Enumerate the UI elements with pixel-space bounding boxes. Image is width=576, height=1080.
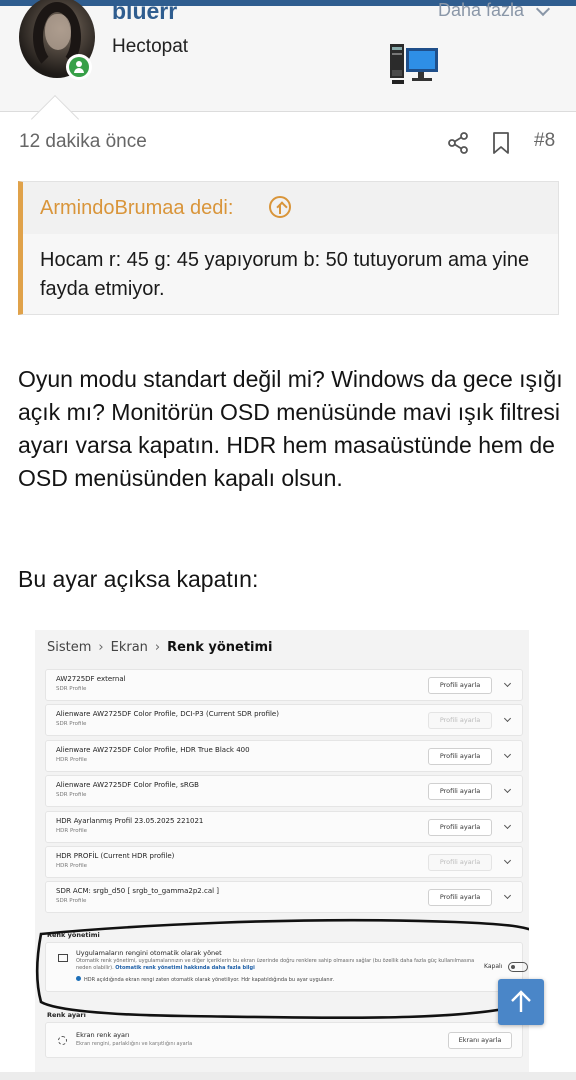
set-profile-button: Profili ayarla (428, 854, 492, 871)
profile-row (45, 881, 523, 913)
profile-title: Alienware AW2725DF Color Profile, HDR True Black 400 (56, 746, 250, 754)
profile-type: SDR Profile (56, 721, 87, 727)
post-body-2: Bu ayar açıksa kapatın: (18, 566, 259, 592)
profile-title: HDR PROFİL (Current HDR profile) (56, 852, 175, 860)
set-profile-button: Profili ayarla (428, 748, 492, 765)
profile-row (45, 775, 523, 807)
username-link[interactable]: bluerr (112, 0, 178, 24)
user-block (0, 0, 576, 112)
post-number-link[interactable]: #8 (534, 130, 556, 151)
page-bottom (0, 1072, 576, 1080)
quote-header (23, 182, 558, 234)
profile-title: SDR ACM: srgb_d50 [ srgb_to_gamma2p2.cal ] (56, 887, 220, 895)
set-profile-button: Profili ayarla (428, 819, 492, 836)
chevron-down-icon (504, 857, 511, 864)
display-calibration-sub: Ekran rengini, parlaklığını ve karşıtlığını ayarla (76, 1041, 193, 1047)
chevron-down-icon (504, 892, 511, 899)
set-profile-button: Profili ayarla (428, 783, 492, 800)
arrow-up-icon (507, 988, 535, 1016)
breadcrumb-item: Ekran (110, 640, 148, 655)
user-title: Hectopat (112, 36, 189, 57)
chevron-down-icon (504, 786, 511, 793)
chevron-down-icon (504, 680, 511, 687)
color-adjust-heading: Renk ayarı (47, 1011, 86, 1019)
profile-row (45, 669, 523, 701)
breadcrumb-current: Renk yönetimi (167, 640, 273, 655)
profile-title: HDR Ayarlanmış Profil 23.05.2025 221021 (56, 817, 204, 825)
profile-type: HDR Profile (56, 863, 88, 869)
more-button[interactable]: Daha fazla (438, 0, 525, 20)
arrow-up-circle-icon[interactable] (269, 196, 291, 218)
profile-title: Alienware AW2725DF Color Profile, DCI-P3 (Current SDR profile) (56, 710, 279, 718)
display-calibration-row (45, 1022, 523, 1058)
auto-color-management-row (45, 942, 523, 992)
breadcrumb-item: Sistem (47, 640, 92, 655)
chevron-down-icon (504, 715, 511, 722)
scroll-to-top-button[interactable] (498, 979, 544, 1025)
online-status-icon (66, 54, 92, 80)
learn-more-link: Otomatik renk yönetimi hakkında daha fazla bilgi (115, 965, 255, 971)
profile-row (45, 811, 523, 843)
calibrate-display-button: Ekranı ayarla (448, 1032, 512, 1049)
chevron-right-icon: › (154, 640, 161, 655)
profile-type: SDR Profile (56, 792, 87, 798)
post-time[interactable]: 12 dakika önce (19, 131, 147, 152)
quote-text: Hocam r: 45 g: 45 yapıyorum b: 50 tutuyorum ama yine fayda etmiyor. (40, 249, 530, 300)
toggle-state-label: Kapalı (484, 963, 503, 970)
set-profile-button: Profili ayarla (428, 677, 492, 694)
set-profile-button: Profili ayarla (428, 712, 492, 729)
profile-row (45, 740, 523, 772)
settings-breadcrumb (47, 640, 273, 655)
profile-type: SDR Profile (56, 898, 87, 904)
chevron-right-icon: › (98, 640, 104, 655)
desktop-computer-icon (388, 40, 440, 88)
brightness-icon (58, 1036, 67, 1045)
auto-color-toggle (508, 962, 528, 972)
profile-title: Alienware AW2725DF Color Profile, sRGB (56, 781, 199, 789)
bookmark-icon[interactable] (490, 131, 512, 155)
profile-row (45, 846, 523, 878)
embedded-screenshot[interactable] (35, 630, 529, 1072)
profile-type: HDR Profile (56, 757, 88, 763)
set-profile-button: Profili ayarla (428, 889, 492, 906)
chevron-down-icon (504, 822, 511, 829)
post-body: Oyun modu standart değil mi? Windows da gece ışığı açık mı? Monitörün OSD menüsünde mavi ışık filtresi ayarı varsa kapatın. HDR hem masaüstünde hem de OSD menüsünden kapalı olsun. (18, 366, 563, 491)
monitor-icon (58, 954, 68, 962)
share-icon[interactable] (446, 131, 470, 155)
quote-author-link[interactable]: ArmindoBrumaa dedi: (40, 197, 234, 219)
profile-title: AW2725DF external (56, 675, 126, 683)
info-icon (76, 976, 81, 981)
profile-type: HDR Profile (56, 828, 88, 834)
display-calibration-title: Ekran renk ayarı (76, 1031, 130, 1039)
quote-block (18, 181, 559, 315)
chevron-down-icon (504, 751, 511, 758)
profile-row (45, 704, 523, 736)
auto-color-description: Otomatik renk yönetimi, uygulamalarınızın ve diğer içeriklerin bu ekran üzerinde doğru renklere sahip olmasını sağlar (bu özellik daha fazla güç kullanılmasına neden olabilir). Otomatik renk yönetimi hakkında daha fazla bilgi (76, 958, 475, 971)
auto-color-title: Uygulamaların rengini otomatik olarak yönet (76, 949, 222, 957)
color-management-heading: Renk yönetimi (47, 931, 100, 939)
hdr-note: HDR açıldığında ekran rengi zaten otomatik olarak yönetiliyor. Hdr kapatıldığında bu ayar uygulanır. (76, 976, 334, 983)
profile-type: SDR Profile (56, 686, 87, 692)
